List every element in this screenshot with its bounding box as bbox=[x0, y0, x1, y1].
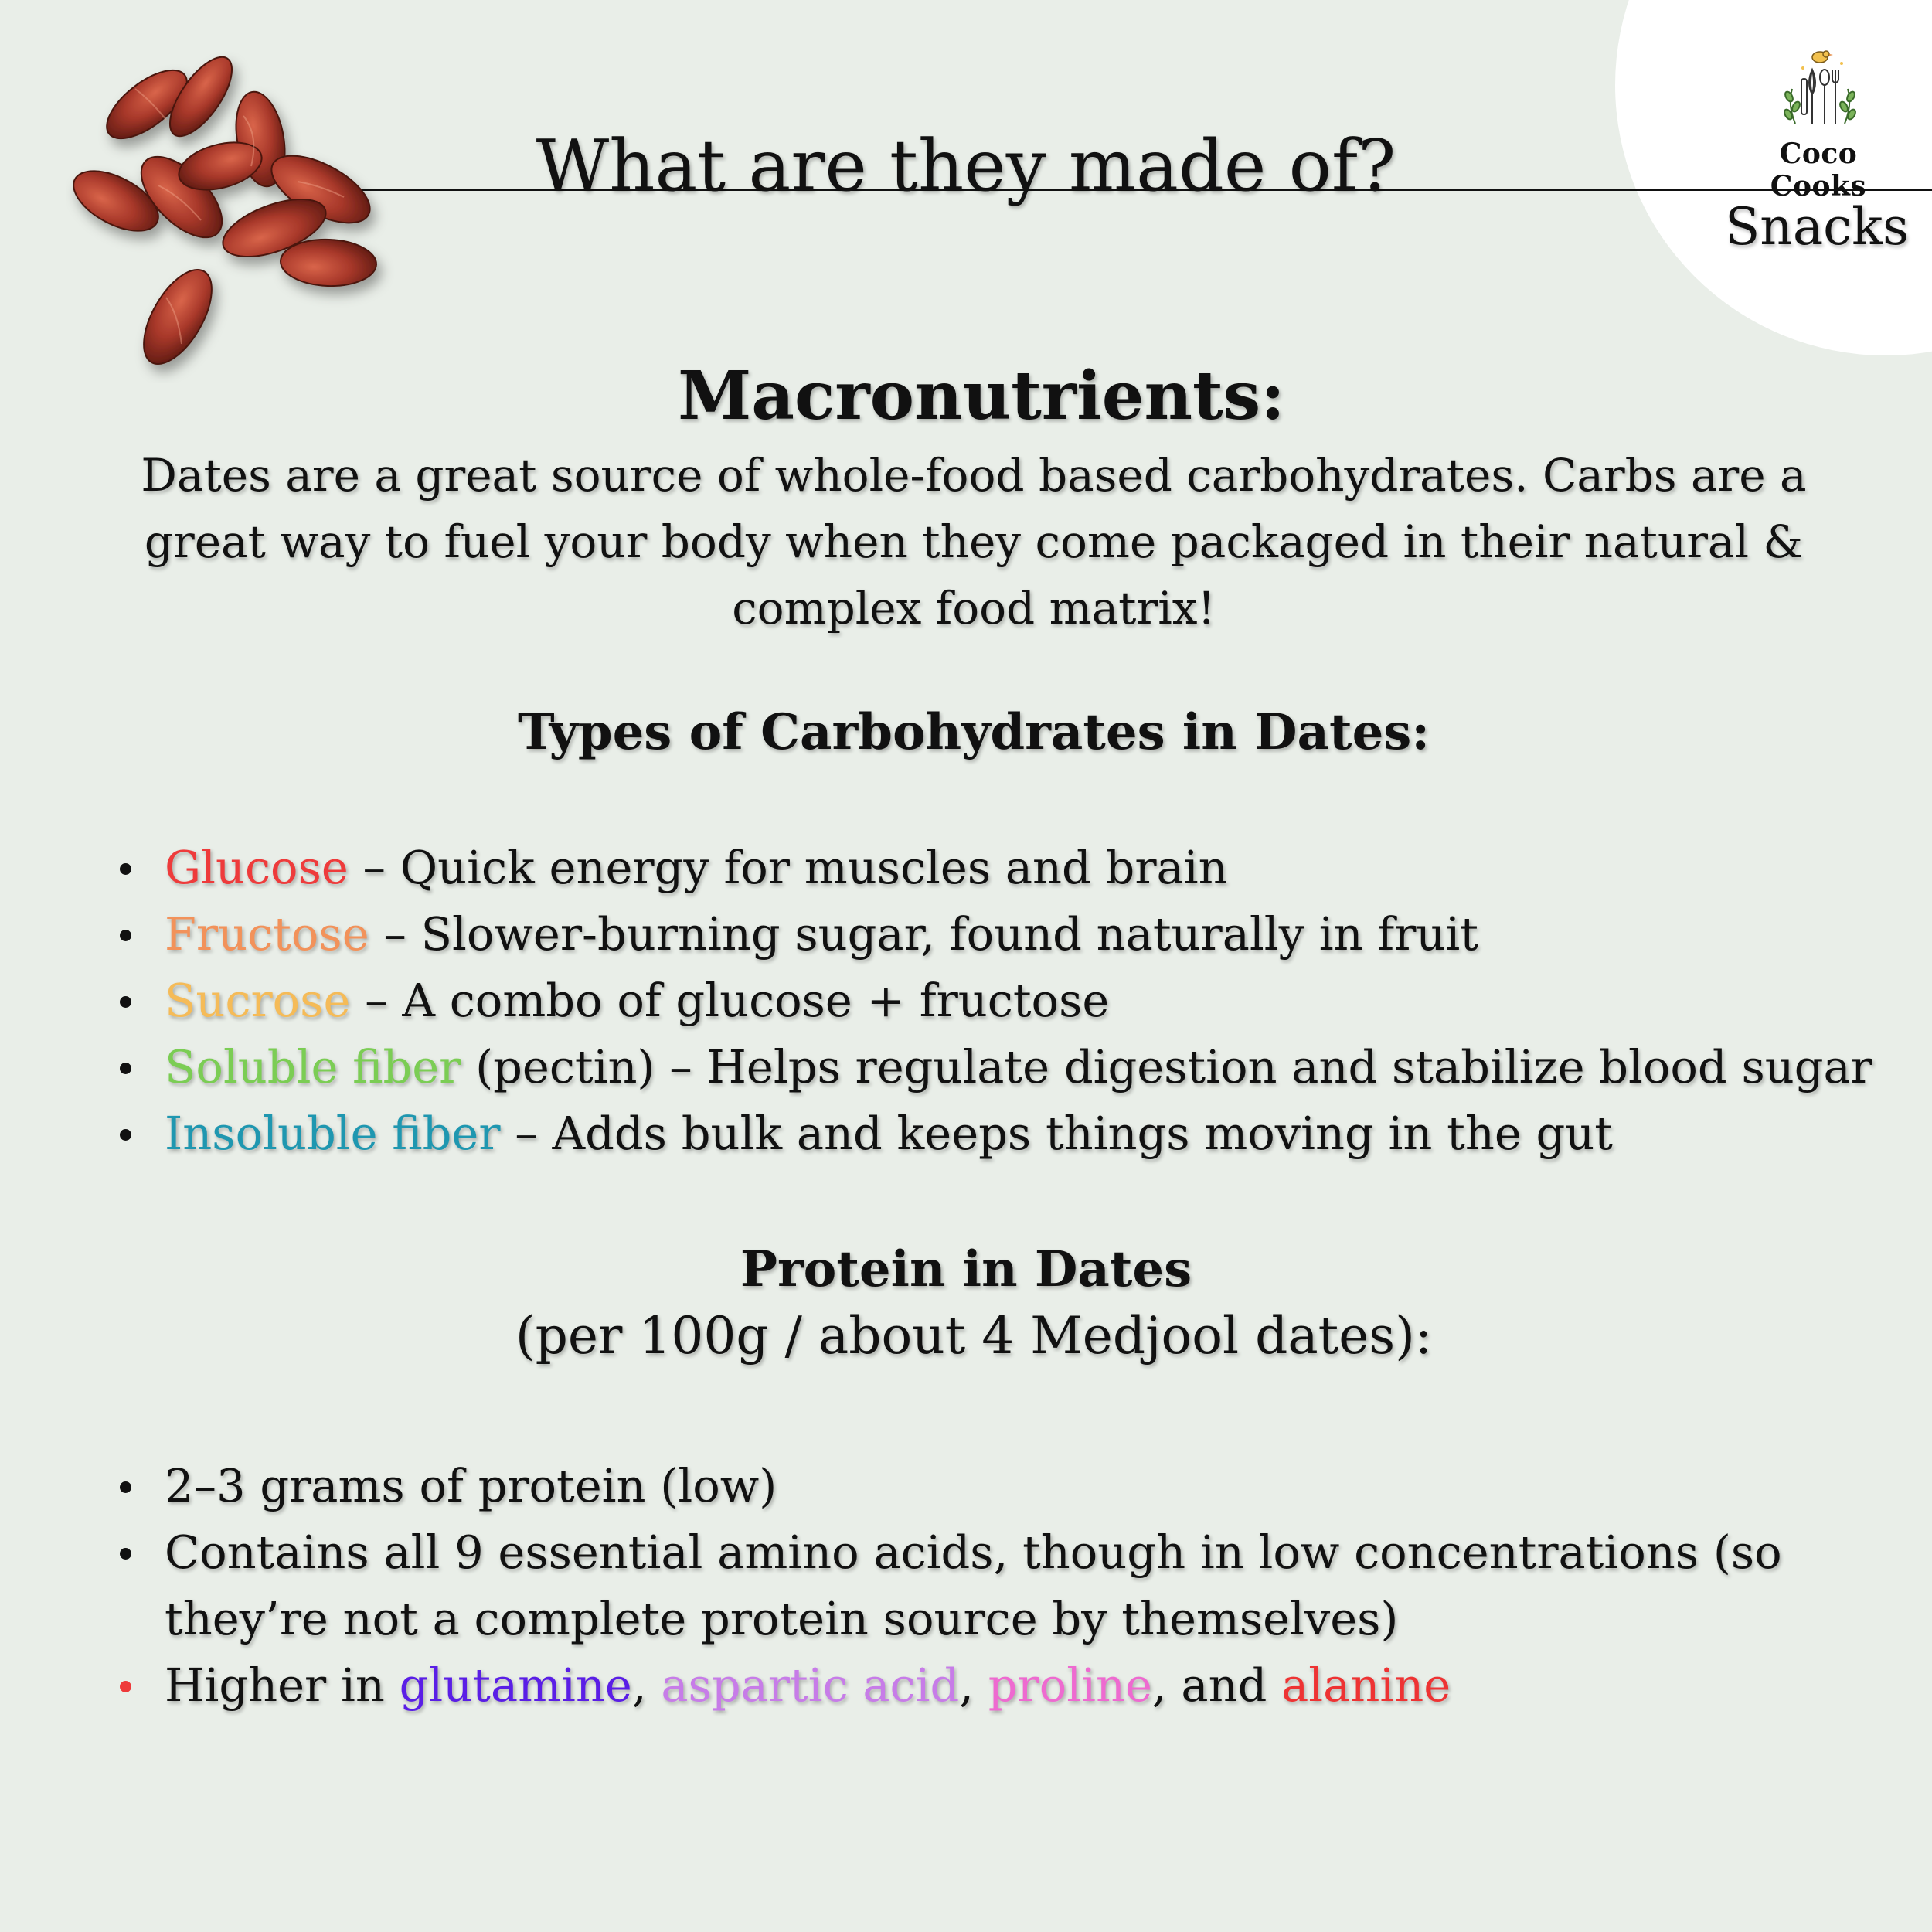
macronutrients-paragraph: Dates are a great source of whole-food based carbohydrates. Carbs are a great way to fuel your body when they come packaged in their natural & complex food matrix! bbox=[141, 449, 1807, 634]
amino-alanine: alanine bbox=[1281, 1658, 1451, 1712]
carb-term: Soluble fiber bbox=[165, 1040, 461, 1094]
amino-separator: , and bbox=[1151, 1658, 1282, 1712]
carb-term: Glucose bbox=[165, 841, 349, 894]
list-item bbox=[120, 1453, 1843, 1519]
bullet-dot bbox=[120, 1481, 131, 1493]
carb-term: Sucrose bbox=[165, 974, 351, 1027]
amino-aspartic-acid: aspartic acid bbox=[661, 1658, 960, 1712]
carbohydrates-heading: Types of Carbohydrates in Dates: bbox=[518, 703, 1430, 761]
carbohydrates-list bbox=[120, 835, 1897, 1167]
list-item bbox=[120, 835, 1897, 901]
amino-glutamine: glutamine bbox=[399, 1658, 632, 1712]
protein-list bbox=[120, 1453, 1843, 1719]
carb-term: Insoluble fiber bbox=[165, 1107, 501, 1160]
list-item bbox=[120, 901, 1897, 968]
list-item bbox=[120, 1034, 1897, 1100]
carb-detail: – Quick energy for muscles and brain bbox=[348, 841, 1228, 894]
brand-logo bbox=[1737, 46, 1900, 202]
carb-detail: – A combo of glucose + fructose bbox=[350, 974, 1110, 1027]
amino-separator: , bbox=[959, 1658, 988, 1712]
macronutrients-heading: Macronutrients: bbox=[678, 357, 1285, 435]
list-item bbox=[120, 1100, 1897, 1167]
bullet-dot bbox=[120, 1548, 131, 1560]
bird-icon bbox=[1812, 51, 1833, 63]
bullet-dot bbox=[120, 996, 131, 1008]
protein-item-text: Contains all 9 essential amino acids, though in low concentrations (so they’re not a complete protein source by themselves) bbox=[165, 1526, 1782, 1645]
protein-item-text: 2–3 grams of protein (low) bbox=[165, 1459, 777, 1512]
page-title: What are they made of? bbox=[536, 124, 1396, 207]
amino-prefix: Higher in bbox=[165, 1658, 400, 1712]
bullet-dot bbox=[120, 1063, 131, 1074]
bullet-dot bbox=[120, 863, 131, 875]
amino-separator: , bbox=[631, 1658, 662, 1712]
carb-detail: – Slower-burning sugar, found naturally in fruit bbox=[369, 907, 1478, 961]
brand-name: Coco Cooks bbox=[1770, 138, 1867, 202]
protein-subheading: (per 100g / about 4 Medjool dates): bbox=[515, 1306, 1433, 1366]
carb-term: Fructose bbox=[165, 907, 369, 961]
bullet-dot bbox=[120, 1681, 131, 1692]
carb-detail: (pectin) – Helps regulate digestion and stabilize blood sugar bbox=[461, 1040, 1872, 1094]
kitchen-utensils-icon bbox=[1772, 46, 1865, 139]
dates-fruit-image bbox=[66, 43, 398, 383]
carb-detail: – Adds bulk and keeps things moving in the gut bbox=[500, 1107, 1613, 1160]
list-item bbox=[120, 968, 1897, 1034]
protein-heading: Protein in Dates bbox=[740, 1240, 1192, 1298]
list-item bbox=[120, 1519, 1843, 1652]
list-item bbox=[120, 1652, 1843, 1719]
bullet-dot bbox=[120, 1129, 131, 1141]
section-tag: Snacks bbox=[1725, 197, 1909, 257]
bullet-dot bbox=[120, 930, 131, 941]
amino-proline: proline bbox=[988, 1658, 1152, 1712]
